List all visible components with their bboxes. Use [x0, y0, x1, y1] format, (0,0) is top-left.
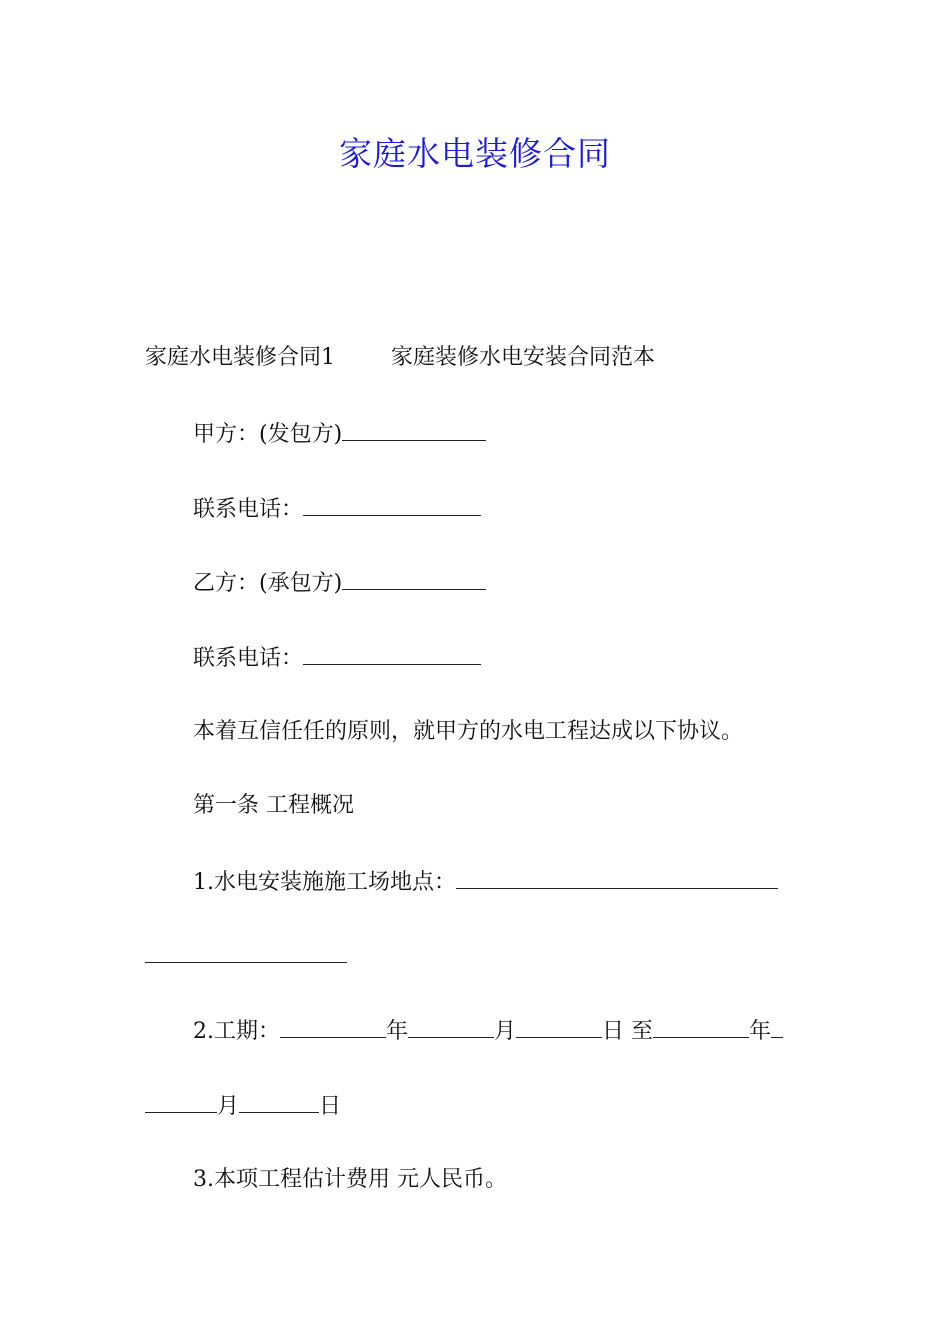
subtitle-left: 家庭水电装修合同1: [145, 345, 335, 370]
item2-line-cont: [145, 1090, 341, 1122]
phone-line-2: [193, 642, 481, 674]
item2-month1: 月: [494, 1019, 517, 1044]
phone-line-1: [193, 493, 481, 525]
subtitle-line: [145, 343, 655, 373]
phone-label-1: 联系电话：: [193, 497, 304, 522]
item2-day1: 日 至: [602, 1019, 654, 1044]
item2-label: 2.工期：: [193, 1019, 280, 1044]
item2-line: [193, 1015, 783, 1047]
subtitle-right: 家庭装修水电安装合同范本: [391, 345, 656, 370]
party-a-line: [193, 418, 486, 450]
item2-day2: 日: [319, 1094, 342, 1119]
item2-year1: 年: [386, 1019, 409, 1044]
item3-line: 3.本项工程估计费用 元人民币。: [193, 1167, 507, 1192]
article1-heading: 第一条 工程概况: [193, 793, 354, 818]
item2-blank-year1: [280, 1015, 386, 1038]
item2-year2: 年: [749, 1019, 772, 1044]
item1-blank: [456, 866, 778, 889]
phone-label-2: 联系电话：: [193, 646, 304, 671]
item1-line-cont: [145, 940, 347, 972]
item2-blank-day2: [239, 1090, 319, 1113]
item1-blank-cont: [145, 940, 347, 963]
item2-blank-month1: [408, 1015, 494, 1038]
item2-blank-month2: [145, 1090, 217, 1113]
item2-month2: 月: [217, 1094, 240, 1119]
party-a-blank: [342, 418, 486, 441]
phone-blank-1: [303, 493, 481, 516]
item1-line: [193, 866, 778, 898]
item2-blank-year2: [653, 1015, 749, 1038]
phone-blank-2: [303, 642, 481, 665]
party-b-blank: [342, 567, 486, 590]
item2-blank-tail: [771, 1015, 783, 1038]
intro-paragraph: 本着互信任任的原则，就甲方的水电工程达成以下协议。: [193, 719, 744, 744]
item2-blank-day1: [516, 1015, 602, 1038]
party-a-label: 甲方：(发包方): [193, 422, 343, 447]
item1-label: 1.水电安装施施工场地点：: [193, 870, 456, 895]
party-b-label: 乙方：(承包方): [193, 571, 343, 596]
party-b-line: [193, 567, 486, 599]
document-title: 家庭水电装修合同: [339, 134, 611, 173]
